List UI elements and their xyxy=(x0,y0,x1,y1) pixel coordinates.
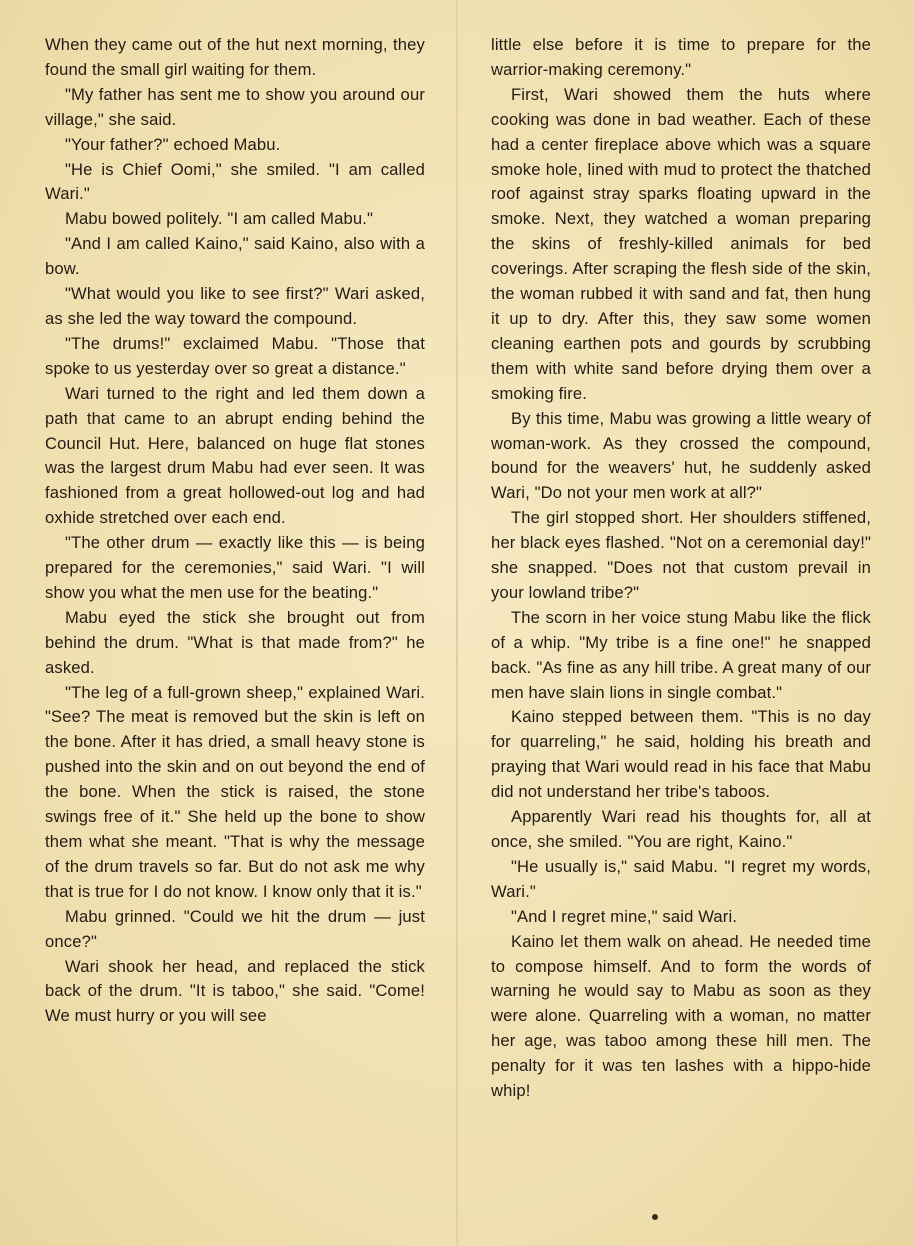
paragraph: Wari turned to the right and led them down a path that came to an abrupt ending behind the Council Hut. Here, balanced on huge flat stones was the largest drum Mabu had ever seen. It was fashioned from a great hollowed-out log and had oxhide stretched over each end. xyxy=(45,383,425,528)
paragraph: "He is Chief Oomi," she smiled. "I am called Wari." xyxy=(45,159,425,204)
paragraph: The girl stopped short. Her shoulders stiffened, her black eyes flashed. "Not on a ceremonial day!" she snapped. "Does not that custom prevail in your lowland tribe?" xyxy=(491,508,871,602)
paragraph: "The other drum — exactly like this — is being prepared for the ceremonies," said Wari. "I will show you what the men use for the beating." xyxy=(45,533,425,602)
end-mark-dot xyxy=(652,1214,658,1220)
paragraph: Mabu grinned. "Could we hit the drum — just once?" xyxy=(45,906,425,951)
paragraph: "He usually is," said Mabu. "I regret my words, Wari." xyxy=(491,856,871,901)
paragraph: Mabu eyed the stick she brought out from behind the drum. "What is that made from?" he asked. xyxy=(45,607,425,677)
paragraph: Apparently Wari read his thoughts for, all at once, she smiled. "You are right, Kaino." xyxy=(491,807,871,851)
paragraph: "And I regret mine," said Wari. xyxy=(511,906,738,926)
paragraph: Kaino stepped between them. "This is no day for quarreling," he said, holding his breath and praying that Wari would read in his face that Mabu did not understand her tribe's taboos. xyxy=(491,707,871,802)
paragraph: Wari shook her head, and replaced the stick back of the drum. "It is taboo," she said. "Come! We must hurry or you will see xyxy=(45,956,425,1026)
paragraph: "And I am called Kaino," said Kaino, also with a bow. xyxy=(45,234,425,279)
paragraph: First, Wari showed them the huts where cooking was done in bad weather. Each of these had a center fireplace above which was a square smoke hole, lined with mud to protect the thatched roof against stray sparks floating upward in the smoke. Next, they watched a woman preparing the skins of freshly-killed animals for bed coverings. After scraping the flesh side of the skin, the woman rubbed it with sand and fat, then hung it up to dry. After this, they saw some women cleaning earthen pots and gourds by scrubbing them with white sand before drying them over a smoking fire. xyxy=(491,84,871,403)
paragraph: "What would you like to see first?" Wari asked, as she led the way toward the compound. xyxy=(45,284,425,328)
paragraph: "Your father?" echoed Mabu. xyxy=(65,134,281,154)
paragraph: Kaino let them walk on ahead. He needed time to compose himself. And to form the words of warning he would say to Mabu as soon as they were alone. Quarreling with a woman, no matter her age, was taboo among these hill men. The penalty for it was ten lashes with a hippo-hide whip! xyxy=(491,931,871,1101)
right-text-column xyxy=(491,33,871,1104)
paragraph: "My father has sent me to show you around our village," she said. xyxy=(45,84,425,129)
left-text-column xyxy=(45,33,425,1029)
paragraph: When they came out of the hut next morning, they found the small girl waiting for them. xyxy=(45,35,425,79)
paragraph: "The leg of a full-grown sheep," explained Wari. "See? The meat is removed but the skin is left on the bone. After it has dried, a small heavy stone is pushed into the skin and on out beyond the end of the bone. When the stick is raised, the stone swings free of it." She held up the bone to show them what she meant. "That is why the message of the drum travels so far. But do not ask me why that is true for I do not know. I know only that it is." xyxy=(45,682,425,901)
paragraph: Mabu bowed politely. "I am called Mabu." xyxy=(65,209,374,229)
paragraph: By this time, Mabu was growing a little weary of woman-work. As they crossed the compound, bound for the weavers' hut, he suddenly asked Wari, "Do not your men work at all?" xyxy=(491,408,871,503)
paragraph: The scorn in her voice stung Mabu like the flick of a whip. "My tribe is a fine one!" he snapped back. "As fine as any hill tribe. A great many of our men have slain lions in single combat." xyxy=(491,607,871,702)
paragraph: little else before it is time to prepare for the warrior-making ceremony." xyxy=(491,35,871,79)
paragraph: "The drums!" exclaimed Mabu. "Those that spoke to us yesterday over so great a distance." xyxy=(45,333,425,378)
page-fold xyxy=(456,0,458,1246)
